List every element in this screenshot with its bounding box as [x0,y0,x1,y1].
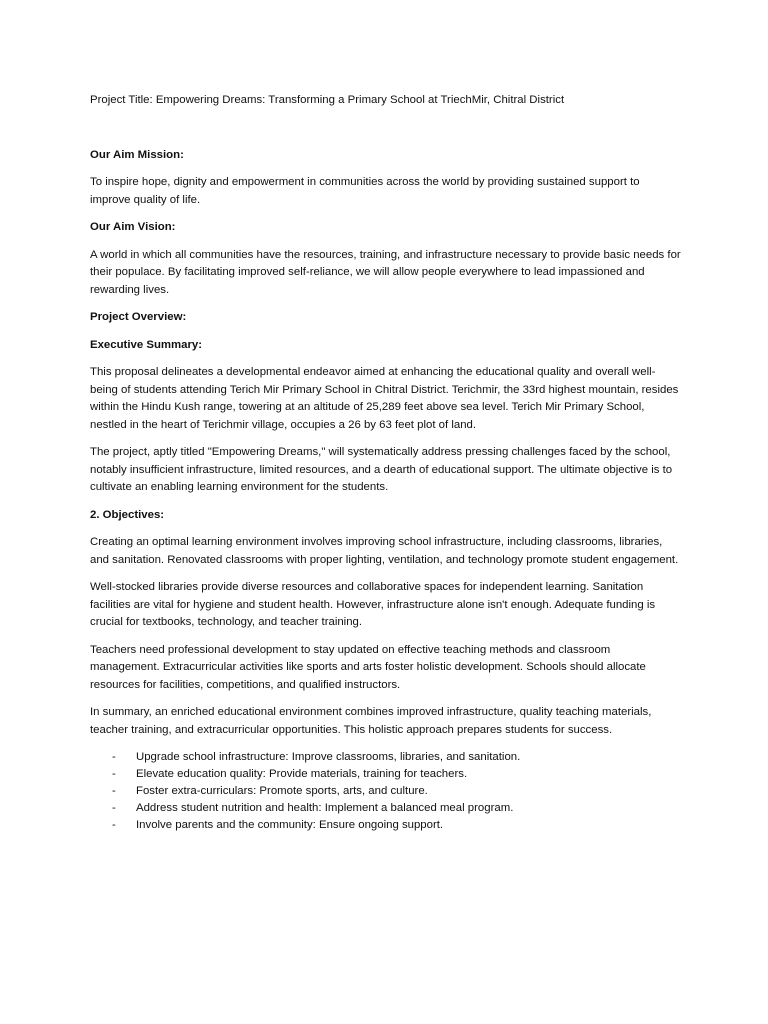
bullet-dash: - [112,751,116,763]
objectives-paragraph: In summary, an enriched educational environment combines improved infrastructure, quality teaching materials, teacher training, and extracurricular opportunities. This holistic approach prepares students for success. [90,706,652,736]
bullet-dash: - [112,785,116,797]
vision-text: A world in which all communities have the resources, training, and infrastructure necessary to provide basic needs for their populace. By facilitating improved self-reliance, we will allow people everywhere to lead impassioned and rewarding lives. [90,248,681,296]
executive-summary-paragraph: The project, aptly titled "Empowering Dreams," will systematically address pressing challenges faced by the school, notably insufficient infrastructure, limited resources, and a dearth of educational support. The ultimate objective is to cultivate an enabling learning environment for the students. [90,446,673,493]
overview-heading: Project Overview: [90,311,187,323]
bullet-text: Address student nutrition and health: Implement a balanced meal program. [136,802,514,814]
list-item [90,800,682,817]
bullet-dash: - [112,802,116,814]
objectives-paragraph: Teachers need professional development to stay updated on effective teaching methods and classroom management. Extracurricular activities like sports and arts foster holistic development. Schools should allocate resources for facilities, competitions, and qualified instructors. [90,643,646,691]
bullet-dash: - [112,819,116,831]
bullet-dash: - [112,768,116,780]
executive-summary-heading: Executive Summary: [90,338,203,351]
project-title: Project Title: Empowering Dreams: Transforming a Primary School at TriechMir, Chitral District [90,94,565,106]
list-item [90,749,682,766]
list-item [90,817,682,834]
document-page [90,92,682,834]
objectives-heading: 2. Objectives: [90,508,165,521]
list-item [90,783,682,800]
mission-text: To inspire hope, dignity and empowerment in communities across the world by providing sustained support to improve quality of life. [90,176,640,206]
bullet-text: Involve parents and the community: Ensure ongoing support. [136,819,444,831]
list-item [90,766,682,783]
mission-heading: Our Aim Mission: [90,148,184,161]
objectives-paragraph: Well-stocked libraries provide diverse resources and collaborative spaces for independent learning. Sanitation facilities are vital for hygiene and student health. However, infrastructure alone isn't enough. Adequate funding is crucial for textbooks, technology, and teacher training. [90,581,656,628]
vision-heading: Our Aim Vision: [90,221,176,233]
objectives-bullet-list [90,749,682,834]
bullet-text: Upgrade school infrastructure: Improve classrooms, libraries, and sanitation. [136,751,521,763]
bullet-text: Foster extra-curriculars: Promote sports, arts, and culture. [136,785,428,797]
objectives-paragraph: Creating an optimal learning environment involves improving school infrastructure, including classrooms, libraries, and sanitation. Renovated classrooms with proper lighting, ventilation, and technology promote student engagement. [90,536,679,566]
executive-summary-paragraph: This proposal delineates a developmental endeavor aimed at enhancing the educational quality and overall well-being of students attending Terich Mir Primary School in Chitral District. Terichmir, the 33rd highest mountain, resides within the Hindu Kush range, towering at an altitude of 25,289 feet above sea level. Terich Mir Primary School, nestled in the heart of Terichmir village, occupies a 26 by 63 feet plot of land. [90,366,679,431]
bullet-text: Elevate education quality: Provide materials, training for teachers. [136,768,468,780]
